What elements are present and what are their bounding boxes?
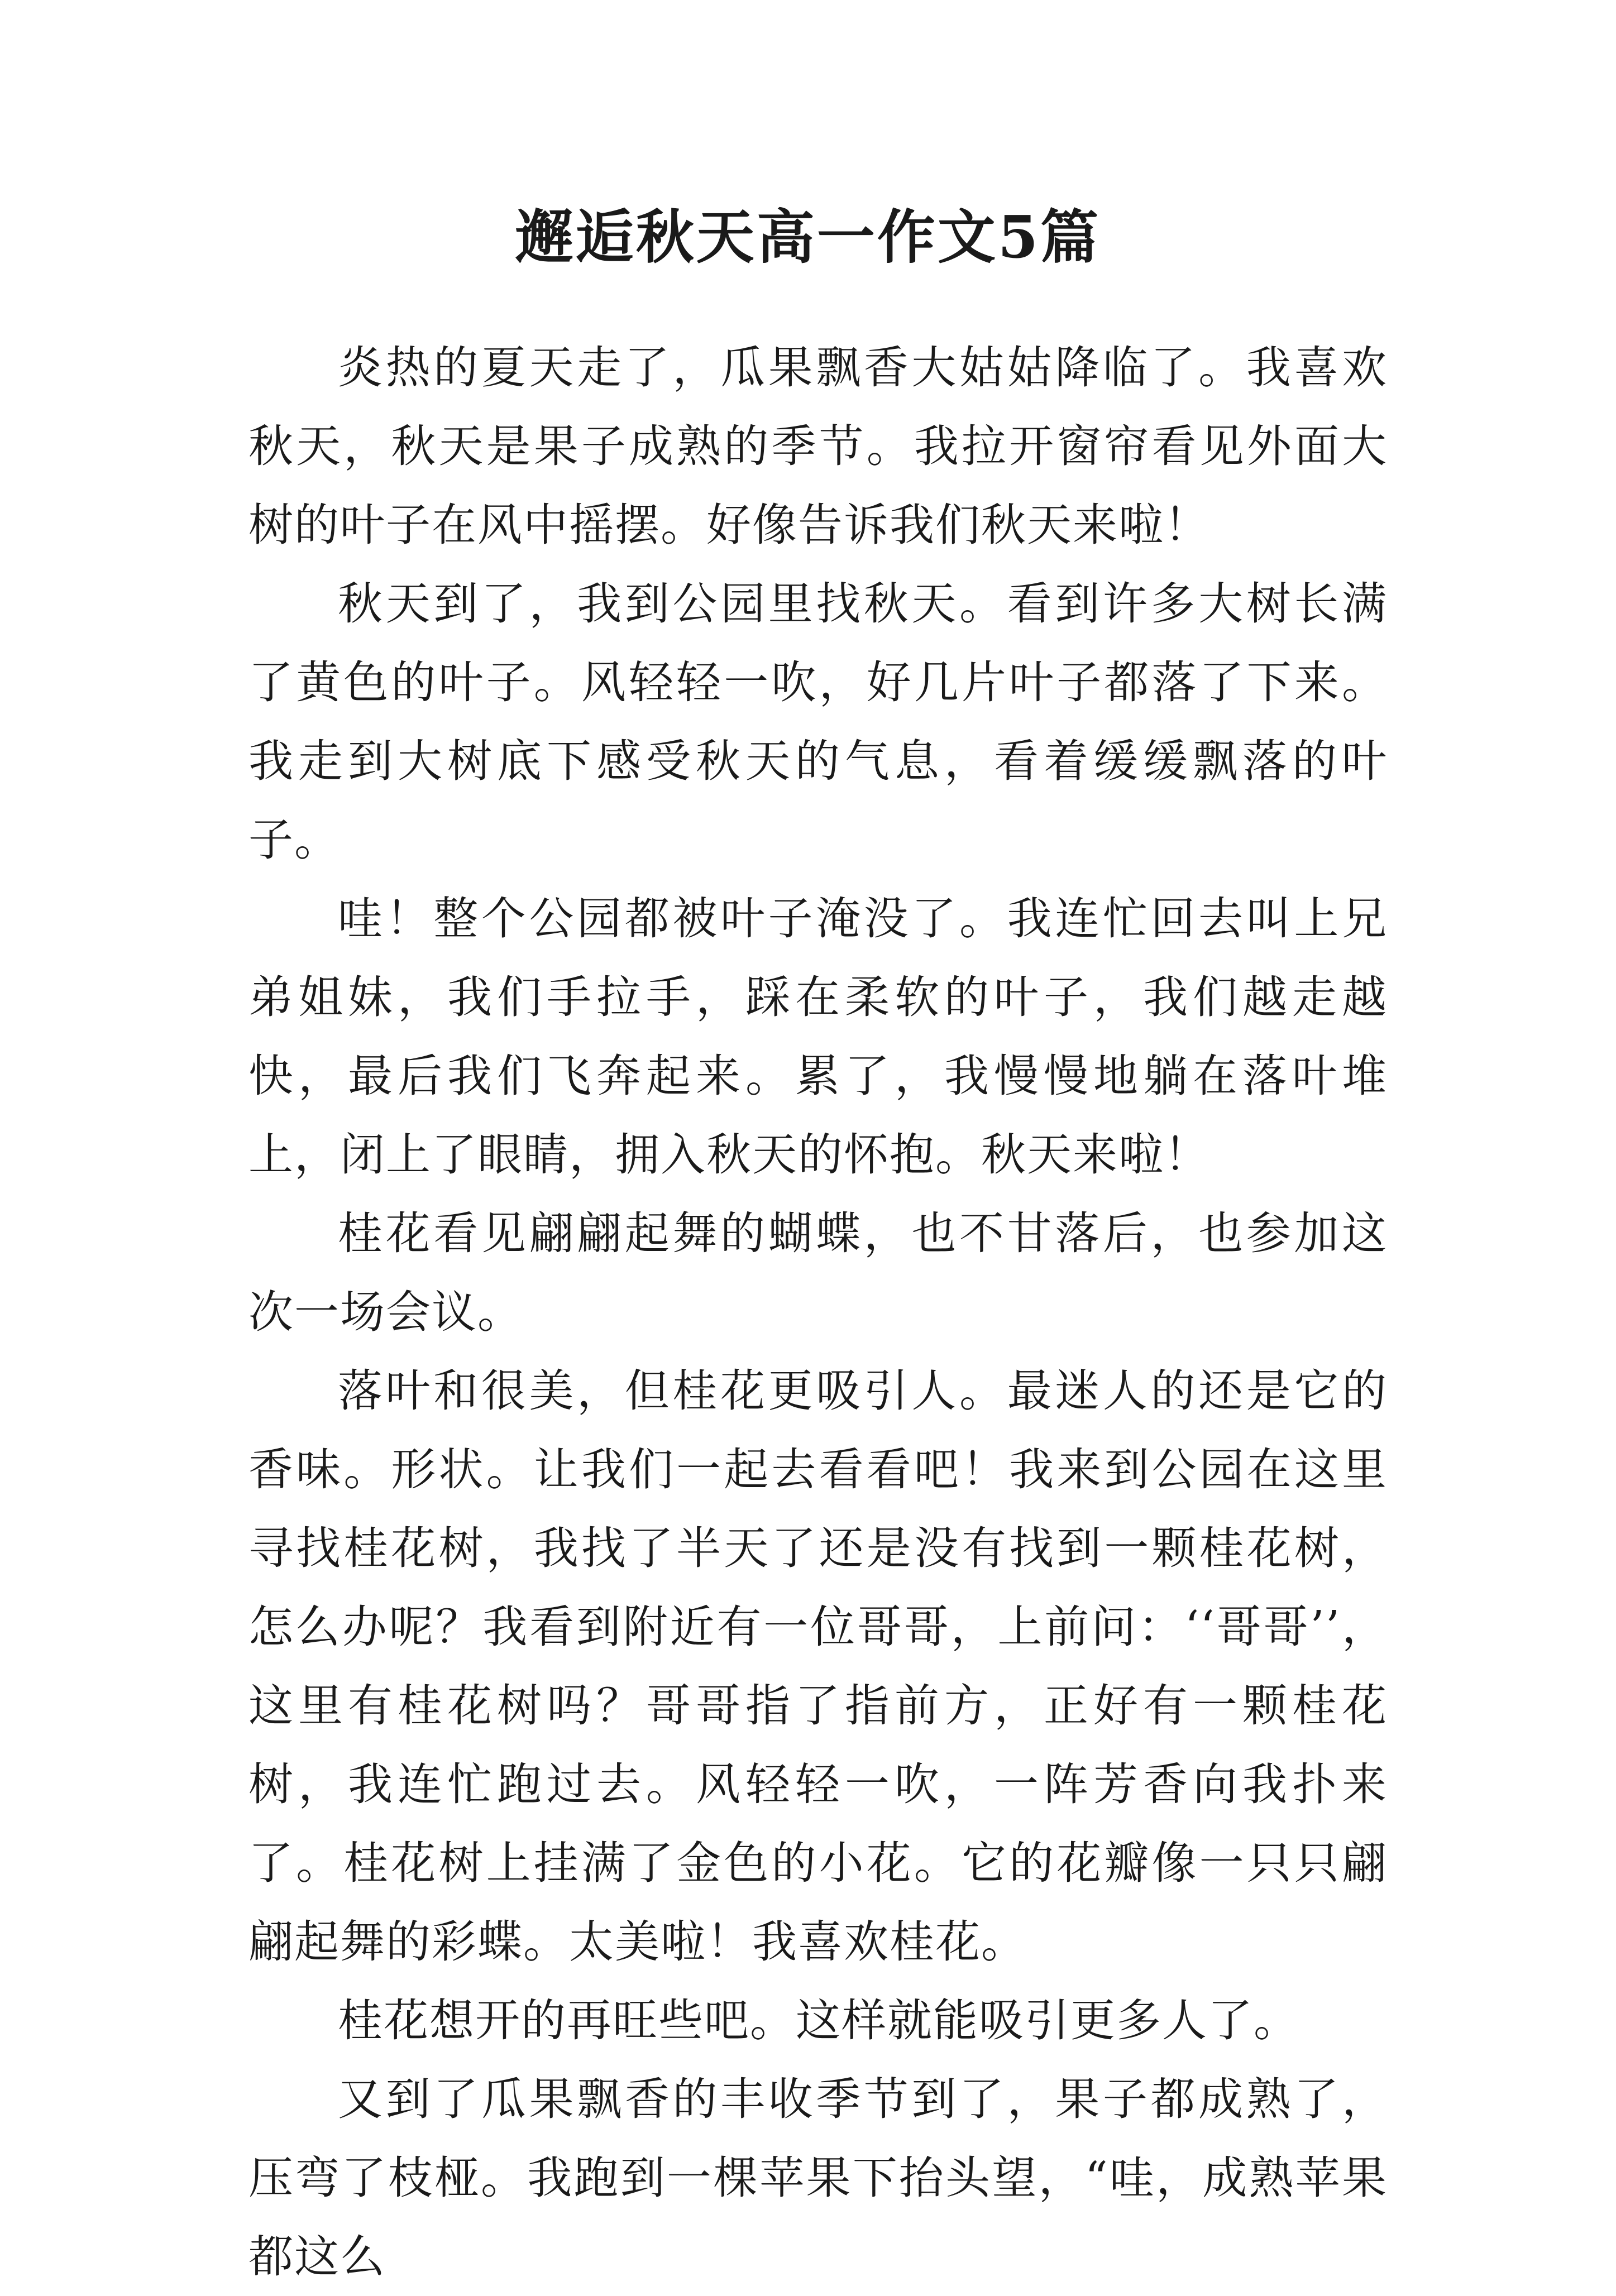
paragraph: 桂花想开的再旺些吧。这样就能吸引更多人了。 (338, 1995, 1299, 2046)
paragraph: 炎热的夏天走了，瓜果飘香大姑姑降临了。我喜欢秋天，秋天是果子成熟的季节。我拉开窗帘看见外面大树的叶子在风中摇摆。好像告诉我们秋天来啦！ (248, 342, 1388, 551)
paragraph: 又到了瓜果飘香的丰收季节到了，果子都成熟了，压弯了枝桠。我跑到一棵苹果下抬头望，“哇，成熟苹果都这么 (248, 2073, 1388, 2283)
document-title: 邂逅秋天高一作文5篇 (515, 203, 1101, 271)
paragraph: 秋天到了，我到公园里找秋天。看到许多大树长满了黄色的叶子。风轻轻一吹，好几片叶子都落了下来。我走到大树底下感受秋天的气息，看着缓缓飘落的叶子。 (248, 578, 1388, 866)
paragraph: 哇！整个公园都被叶子淹没了。我连忙回去叫上兄弟姐妹，我们手拉手，踩在柔软的叶子，我们越走越快，最后我们飞奔起来。累了，我慢慢地躺在落叶堆上，闭上了眼睛，拥入秋天的怀抱。秋天来啦！ (248, 893, 1388, 1181)
document-body (248, 328, 1388, 2296)
paragraph: 桂花看见翩翩起舞的蝴蝶，也不甘落后，也参加这次一场会议。 (248, 1207, 1388, 1338)
paragraph: 落叶和很美，但桂花更吸引人。最迷人的还是它的香味。形状。让我们一起去看看吧！我来到公园在这里寻找桂花树，我找了半天了还是没有找到一颗桂花树，怎么办呢？我看到附近有一位哥哥，上前问：‘‘哥哥’’，这里有桂花树吗？哥哥指了指前方，正好有一颗桂花树，我连忙跑过去。风轻轻一吹，一阵芳香向我扑来了。桂花树上挂满了金色的小花。它的花瓣像一只只翩翩起舞的彩蝶。太美啦！我喜欢桂花。 (248, 1365, 1388, 1968)
